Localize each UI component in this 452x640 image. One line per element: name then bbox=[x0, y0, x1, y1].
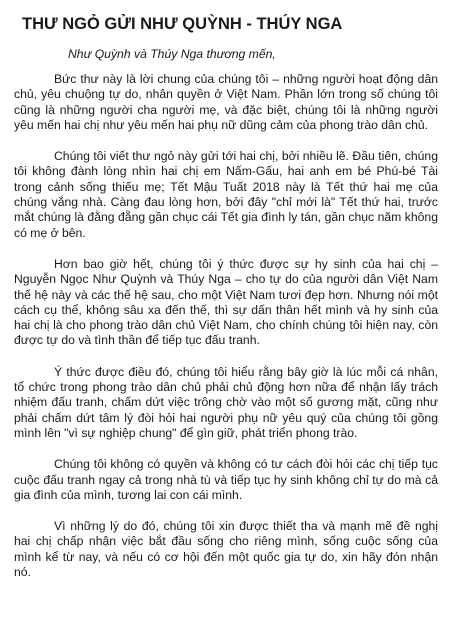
paragraph-2: Chúng tôi viết thư ngỏ này gửi tới hai chị, bởi nhiều lẽ. Đầu tiên, chúng tôi không đành lòng nhìn hai chị em Nấm-Gấu, hai anh em bé Phú-bé Tài trong cảnh sống thiếu mẹ; Tết Mậu Tuất 2018 này là Tết thứ hai mẹ của chúng vắng nhà. Càng đau lòng hơn, bởi đây "chỉ mới là" Tết thứ hai, trước mắt chúng là đằng đẵng gần chục cái Tết gia đình ly tán, gần chục năm không có mẹ ở bên. bbox=[14, 149, 438, 240]
paragraph-4: Ý thức được điều đó, chúng tôi hiểu rằng bây giờ là lúc mỗi cá nhân, tổ chức trong phong trào dân chủ phải chủ động hơn nữa để nhận lấy trách nhiệm đấu tranh, chấm dứt việc trông chờ vào một số gương mặt, cũng như phải chấm dứt tâm lý đòi hỏi hai người phụ nữ yêu quý của chúng tôi gồng mình lên "vì sự nghiệp chung" để gìn giữ, phát triển phong trào. bbox=[14, 364, 438, 440]
paragraph-5: Chúng tôi không có quyền và không có tư cách đòi hỏi các chị tiếp tục cuộc đấu tranh ngay cả trong nhà tù và tiếp tục hy sinh không chỉ tự do mà cả gia đình của mình, tương lai con cái mình. bbox=[14, 457, 438, 502]
page-title: THƯ NGỎ GỬI NHƯ QUỲNH - THÚY NGA bbox=[22, 15, 343, 33]
salutation: Như Quỳnh và Thúy Nga thương mến, bbox=[68, 47, 276, 61]
paragraph-1: Bức thư này là lời chung của chúng tôi – những người hoạt động dân chủ, yêu chuộng tự do, nhân quyền ở Việt Nam. Phần lớn trong số chúng tôi cũng là những người cha người mẹ, và đặc biệt, chúng tôi là những người yêu mến hai chị như yêu mến hai phụ nữ dũng cảm của phong trào dân chủ. bbox=[14, 72, 438, 132]
paragraph-3: Hơn bao giờ hết, chúng tôi ý thức được sự hy sinh của hai chị – Nguyễn Ngọc Như Quỳnh và Thúy Nga – cho tự do của người dân Việt Nam thế hệ này và các thế hệ sau, cho một Việt Nam tươi đẹp hơn. Nhưng nói một cách cụ thể, không sâu xa đến thế, thì sự dấn thân hết mình và hy sinh của hai chị là cho phong trào dân chủ Việt Nam, cho chính chúng tôi hiện nay, còn được tự do và tình thần để tiếp tục đấu tranh. bbox=[14, 256, 438, 348]
paragraph-6: Vì những lý do đó, chúng tôi xin được thiết tha và mạnh mẽ đề nghị hai chị chấp nhận việc bắt đầu sống cho riêng mình, sống cuộc sống của mình kể từ nay, và nếu có cơ hội đến một quốc gia tự do, xin hãy đón nhận nó. bbox=[14, 519, 438, 580]
